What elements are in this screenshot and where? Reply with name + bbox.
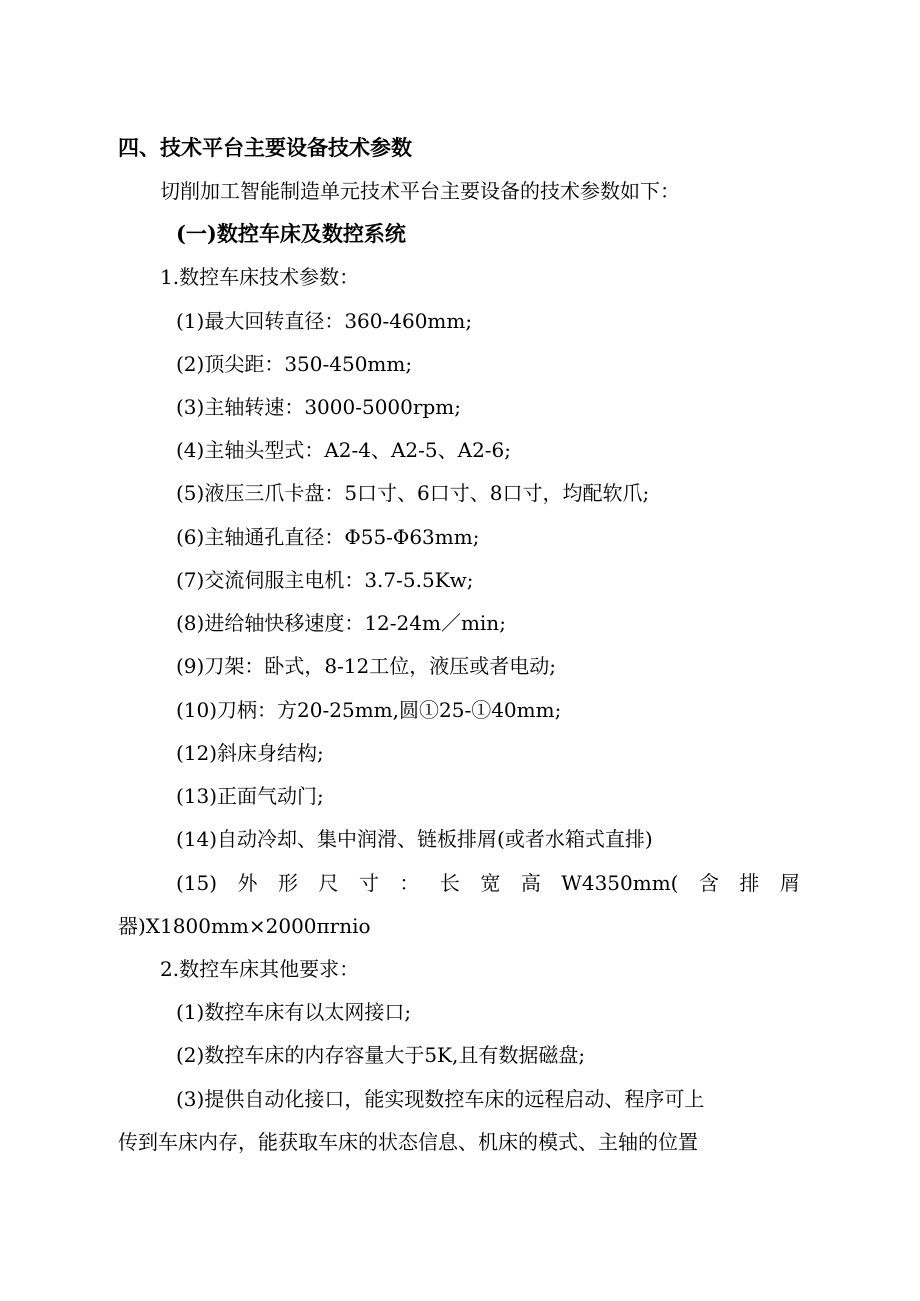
spec-item-15-token: ：: [399, 871, 420, 895]
part2-title: 2.数控车床其他要求：: [160, 957, 360, 981]
requirement-item-3-continuation: 传到车床内存，能获取车床的状态信息、机床的模式、主轴的位置: [118, 1130, 698, 1154]
subsection-heading: (一)数控车床及数控系统: [176, 221, 406, 246]
requirement-item-2: (2)数控车床的内存容量大于5K,且有数据磁盘;: [176, 1043, 586, 1067]
part1-title: 1.数控车床技术参数：: [160, 265, 360, 289]
spec-item-15-token: 高: [520, 871, 541, 895]
spec-item-5: (5)液压三爪卡盘：5口寸、6口寸、8口寸，均配软爪;: [176, 481, 650, 505]
spec-item-2: (2)顶尖距：350-450mm;: [176, 352, 413, 376]
spec-item-15-token: 外: [237, 871, 258, 895]
spec-item-15-token: 屑: [779, 871, 800, 895]
section-heading: 四、技术平台主要设备技术参数: [118, 135, 412, 160]
requirement-item-1: (1)数控车床有以太网接口;: [176, 1000, 412, 1024]
spec-item-15-justified-line: [176, 869, 800, 897]
spec-item-10: (10)刀柄：方20-25mm,圆①25-①40mm;: [176, 698, 562, 722]
spec-item-15-token: 长: [439, 871, 460, 895]
spec-item-15-token: W4350mm(: [561, 871, 679, 895]
spec-item-15-token: 宽: [480, 871, 501, 895]
spec-item-4: (4)主轴头型式：A2-4、A2-5、A2-6;: [176, 438, 512, 462]
spec-item-9: (9)刀架：卧式，8-12工位，液压或者电动;: [176, 654, 556, 678]
spec-item-3: (3)主轴转速：3000-5000rpm;: [176, 395, 461, 419]
spec-item-1: (1)最大回转直径：360-460mm;: [176, 309, 473, 333]
spec-item-8: (8)进给轴快移速度：12-24m／min;: [176, 611, 506, 635]
spec-item-15-token: 排: [739, 871, 760, 895]
spec-item-15-token: 寸: [358, 871, 379, 895]
spec-item-15-token: 尺: [318, 871, 339, 895]
requirement-item-3: (3)提供自动化接口，能实现数控车床的远程启动、程序可上: [176, 1087, 705, 1111]
spec-item-15-token: 含: [698, 871, 719, 895]
spec-item-12: (12)斜床身结构;: [176, 741, 324, 765]
spec-item-6: (6)主轴通孔直径：Φ55-Φ63mm;: [176, 525, 480, 549]
spec-item-13: (13)正面气动门;: [176, 784, 324, 808]
spec-item-7: (7)交流伺服主电机：3.7-5.5Kw;: [176, 568, 474, 592]
intro-paragraph: 切削加工智能制造单元技术平台主要设备的技术参数如下：: [160, 179, 680, 203]
spec-item-15-token: (15): [176, 871, 218, 895]
spec-item-15-continuation: 器)X1800mm×2000πrnio: [118, 914, 371, 938]
spec-item-14: (14)自动冷却、集中润滑、链板排屑(或者水箱式直排): [176, 827, 653, 851]
spec-item-15-token: 形: [278, 871, 298, 895]
